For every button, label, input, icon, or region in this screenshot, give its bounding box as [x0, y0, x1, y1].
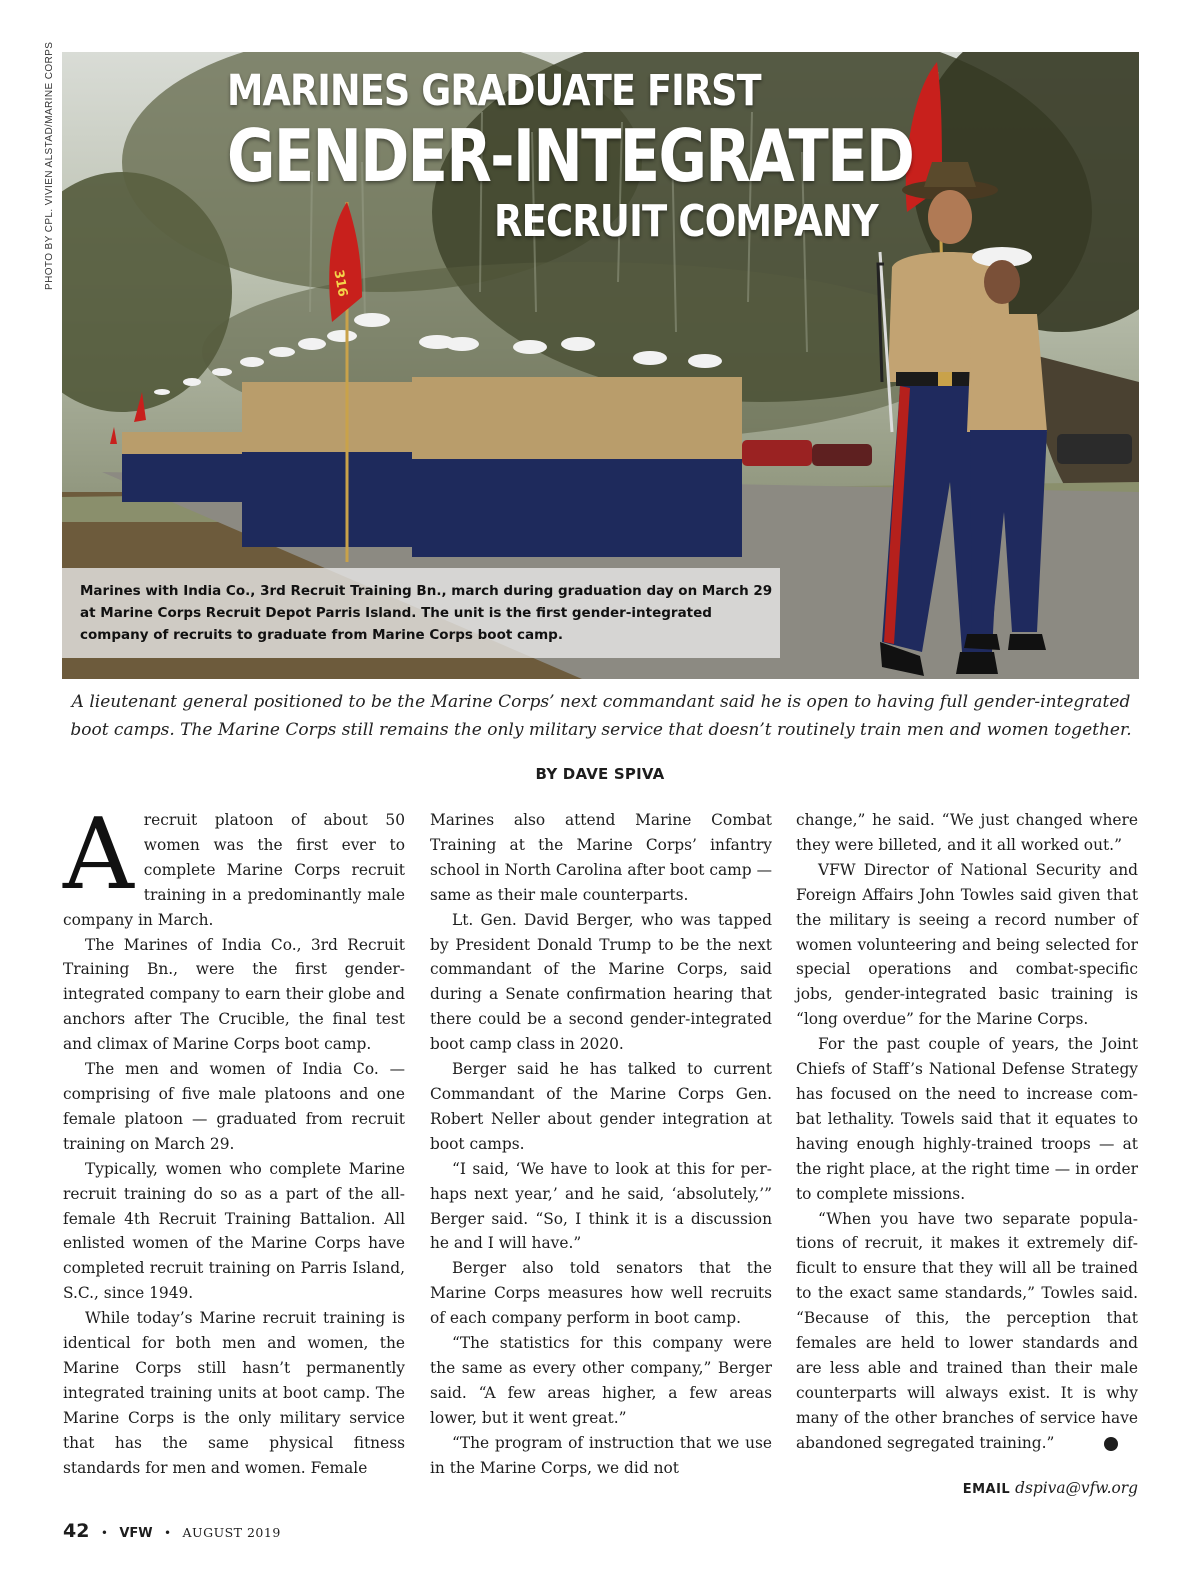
separator: • [164, 1526, 172, 1540]
article-dek: A lieutenant general positioned to be the Marine Corps’ next commandant said he is open to having full gender-integrated boot camps. The Marine Corps still remains the only military service that doesn’t routinely train men and women together. [70, 692, 1132, 740]
headline-line-2: GENDER-INTEGRATED [227, 114, 914, 198]
photo-credit: PHOTO BY CPL. VIVIEN ALSTAD/MARINE CORPS [44, 41, 55, 290]
paragraph: Marines also attend Marine Combat Training at the Marine Corps’ infantry school in North Carolina after boot camp — same as their male counterparts. [430, 811, 772, 904]
hero-photo [62, 52, 1139, 679]
paragraph: “I said, ‘We have to look at this for perhaps next year,’ and he said, ‘absolutely,’” Berger said. “So, I think it is a discussion he and I will have.” [430, 1159, 772, 1253]
paragraph [796, 1207, 1138, 1456]
end-mark-icon: ✪ [1104, 1437, 1118, 1451]
paragraph: Lt. Gen. David Berger, who was tapped by President Donald Trump to be the next commandant of the Marine Corps, said during a Senate confirmation hearing that there could be a second gender-integrated boot camp class in 2020. [430, 910, 772, 1054]
byline: BY DAVE SPIVA [535, 765, 665, 783]
issue-date: AUGUST 2019 [182, 1525, 281, 1540]
article-column-1 [63, 798, 405, 1480]
paragraph: While today’s Marine recruit training is identical for both men and women, the Marine Corps still hasn’t permanently integrated training units at boot camp. The Marine Corps is the only military service that has the same physical fitness standards for men and women. Female [63, 1309, 405, 1477]
page-footer [63, 1520, 281, 1542]
headline-line-1: MARINES GRADUATE FIRST [227, 66, 761, 116]
photo-caption: Marines with India Co., 3rd Recruit Training Bn., march during graduation day on March 29 at Marine Corps Recruit Depot Parris Island. The unit is the first gender-integrated company of recruits to graduate from Marine Corps boot camp. [62, 568, 780, 658]
paragraph: Typically, women who complete Marine recruit training do so as a part of the all-female 4th Recruit Training Battalion. All enlisted women of the Marine Corps have completed recruit training on Parris Island, S.C., since 1949. [63, 1159, 405, 1303]
paragraph: change,” he said. “We just changed where they were billeted, and it all worked out.” [796, 811, 1138, 854]
paragraph: “The statistics for this company were the same as every other company,” Berger said. “A few areas higher, a few areas lower, but it went great.” [430, 1334, 772, 1427]
article-column-2 [430, 808, 772, 1480]
paragraph-text: “When you have two separate populations of recruit, it makes it extremely difficult to ensure that they will all be trained to the exact same standards,” Towles said. “Because of this, the perception that females are held to lower standards and are less able and trained than their male counterparts will always exist. It is why many of the other branches of service have abandoned segregated training.” [796, 1209, 1138, 1452]
email-address[interactable]: dspiva@vfw.org [1015, 1479, 1138, 1497]
paragraph: For the past couple of years, the Joint Chiefs of Staff’s National Defense Strategy has focused on the need to increase combat lethality. Towels said that it equates to having enough highly-trained troops — at the right place, at the right time — in order to complete missions. [796, 1035, 1138, 1203]
magazine-name: VFW [119, 1526, 153, 1541]
paragraph: The men and women of India Co. — comprising of five male platoons and one female platoon — graduated from recruit training on March 29. [63, 1060, 405, 1153]
page-number: 42 [63, 1520, 90, 1542]
article-column-3 [796, 808, 1138, 1456]
paragraph: “The program of instruction that we use in the Marine Corps, we did not [430, 1433, 772, 1477]
author-email [796, 1479, 1138, 1497]
paragraph: Berger also told senators that the Marine Corps measures how well recruits of each company perform in boot camp. [430, 1259, 772, 1328]
paragraph-text: recruit platoon of about 50 women was the first ever to complete Marine Corps recruit training in a predominantly male company in March. [63, 811, 405, 929]
headline-line-3: RECRUIT COMPANY [494, 196, 878, 247]
drop-cap: A [63, 798, 134, 912]
paragraph [63, 798, 405, 933]
paragraph: The Marines of India Co., 3rd Recruit Training Bn., were the first gender-integrated company to earn their globe and anchors after The Crucible, the final test and climax of Marine Corps boot camp. [63, 935, 405, 1054]
paragraph: VFW Director of National Security and Foreign Affairs John Towles said given that the military is seeing a record number of women volunteering and being selected for special operations and combat-specific jobs, gender-integrated basic training is “long overdue” for the Marine Corps. [796, 860, 1138, 1029]
guidon-number: 316 [330, 268, 350, 299]
email-label: EMAIL [962, 1482, 1011, 1497]
paragraph: Berger said he has talked to current Commandant of the Marine Corps Gen. Robert Neller about gender integration at boot camps. [430, 1060, 772, 1153]
separator: • [100, 1526, 108, 1540]
